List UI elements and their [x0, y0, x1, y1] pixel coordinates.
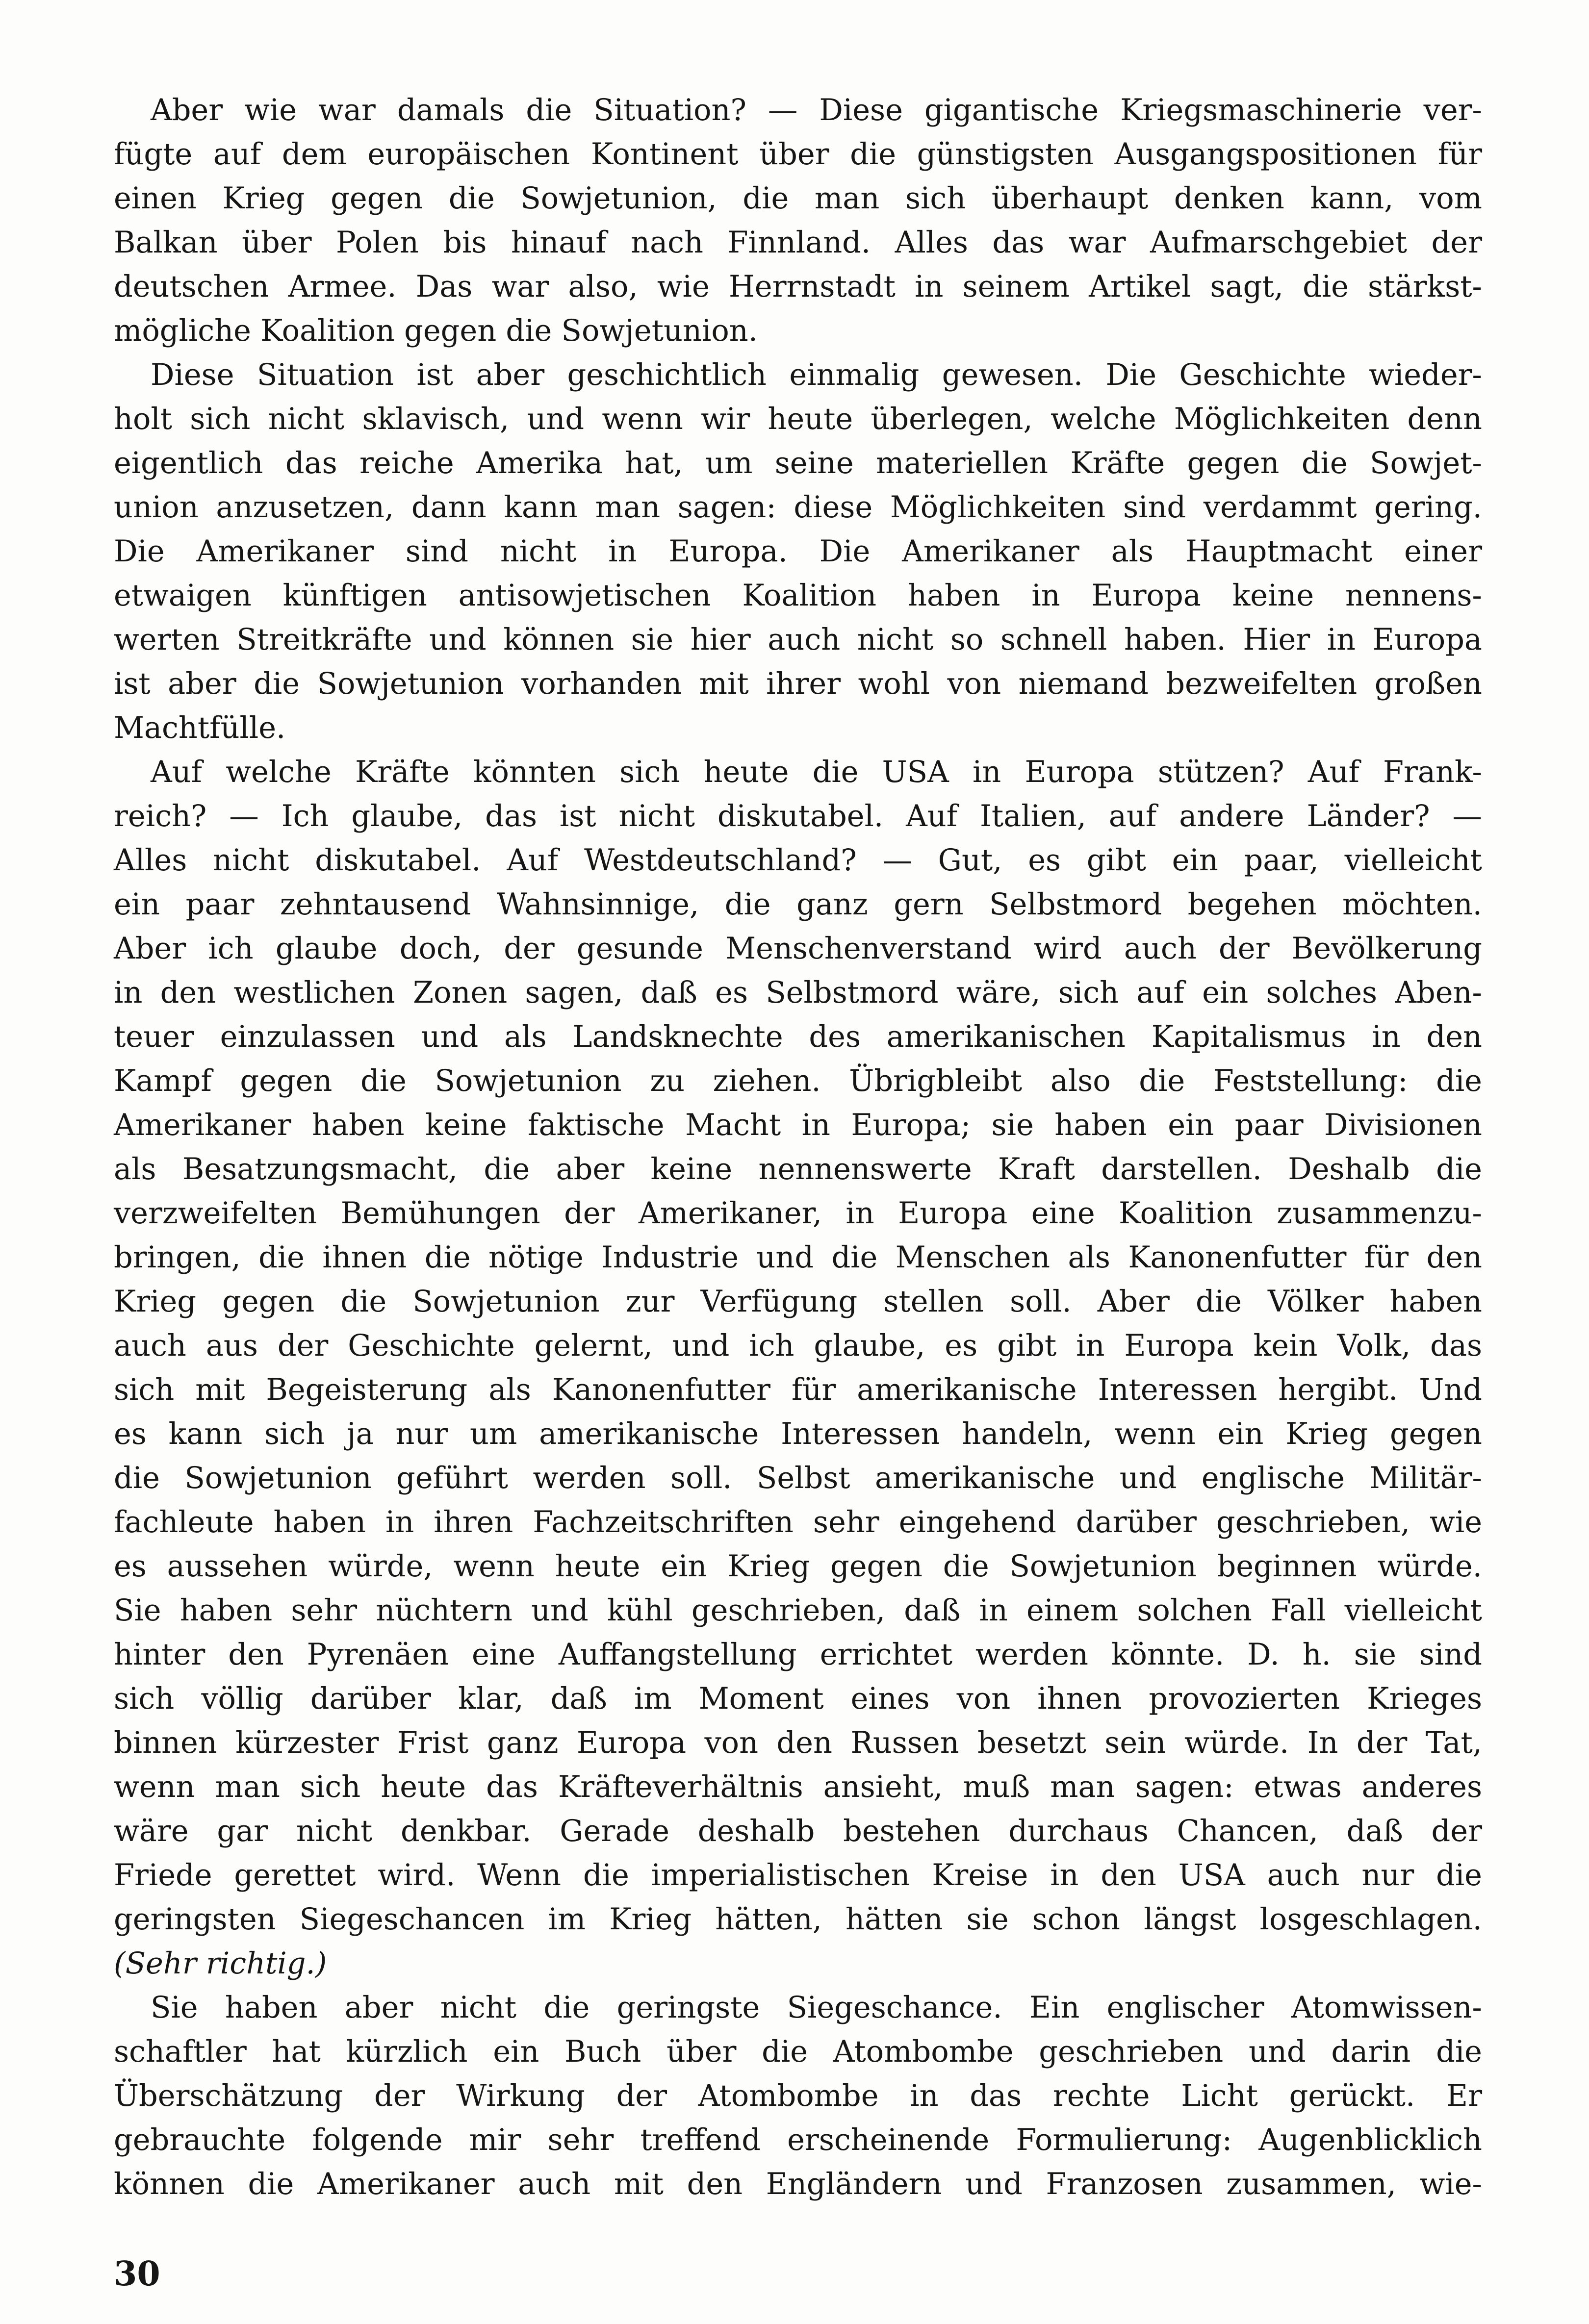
text-line: Krieg gegen die Sowjetunion zur Verfügung stellen soll. Aber die Völker haben — [114, 1285, 1482, 1319]
text-line: auch aus der Geschichte gelernt, und ich glaube, es gibt in Europa kein Volk, das — [114, 1329, 1482, 1363]
text-line: Kampf gegen die Sowjetunion zu ziehen. Übrigbleibt also die Feststellung: die — [114, 1064, 1482, 1098]
text-line: deutschen Armee. Das war also, wie Herrnstadt in seinem Artikel sagt, die stärkst- — [114, 270, 1482, 304]
text-line: Balkan über Polen bis hinauf nach Finnland. Alles das war Aufmarschgebiet der — [114, 226, 1482, 260]
text-line: teuer einzulassen und als Landsknechte des amerikanischen Kapitalismus in den — [114, 1020, 1482, 1054]
text-line: Aber wie war damals die Situation? — Diese gigantische Kriegsmaschinerie ver- — [151, 93, 1482, 127]
text-line: etwaigen künftigen antisowjetischen Koalition haben in Europa keine nennens- — [114, 579, 1482, 613]
text-line: einen Krieg gegen die Sowjetunion, die man sich überhaupt denken kann, vom — [114, 181, 1482, 216]
text-line: Friede gerettet wird. Wenn die imperialistischen Kreise in den USA auch nur die — [114, 1858, 1482, 1893]
text-line: schaftler hat kürzlich ein Buch über die Atombombe geschrieben und darin die — [114, 2035, 1482, 2069]
text-line: Diese Situation ist aber geschichtlich einmalig gewesen. Die Geschichte wieder- — [151, 358, 1482, 392]
text-line: Alles nicht diskutabel. Auf Westdeutschland? — Gut, es gibt ein paar, vielleicht — [114, 843, 1482, 878]
text-line: Die Amerikaner sind nicht in Europa. Die Amerikaner als Hauptmacht einer — [114, 534, 1482, 569]
text-line: wenn man sich heute das Kräfteverhältnis ansieht, muß man sagen: etwas anderes — [114, 1770, 1482, 1804]
text-line: wäre gar nicht denkbar. Gerade deshalb bestehen durchaus Chancen, daß der — [114, 1814, 1482, 1848]
text-line: Überschätzung der Wirkung der Atombombe in das rechte Licht gerückt. Er — [114, 2079, 1482, 2113]
text-line: hinter den Pyrenäen eine Auffangstellung errichtet werden könnte. D. h. sie sind — [114, 1638, 1482, 1672]
text-line: es kann sich ja nur um amerikanische Interessen handeln, wenn ein Krieg gegen — [114, 1417, 1482, 1451]
text-line: mögliche Koalition gegen die Sowjetunion. — [114, 314, 758, 348]
text-line: ein paar zehntausend Wahnsinnige, die ganz gern Selbstmord begehen möchten. — [114, 887, 1482, 922]
text-line: verzweifelten Bemühungen der Amerikaner, in Europa eine Koalition zusammenzu- — [114, 1196, 1482, 1231]
text-line: sich mit Begeisterung als Kanonenfutter für amerikanische Interessen hergibt. Und — [114, 1373, 1482, 1407]
text-line: union anzusetzen, dann kann man sagen: diese Möglichkeiten sind verdammt gering. — [114, 490, 1482, 525]
text-line: Sie haben aber nicht die geringste Siegeschance. Ein englischer Atomwissen- — [151, 1991, 1482, 2025]
text-line: Amerikaner haben keine faktische Macht in Europa; sie haben ein paar Divisionen — [114, 1108, 1482, 1142]
text-line: Auf welche Kräfte könnten sich heute die USA in Europa stützen? Auf Frank- — [151, 755, 1482, 789]
text-line: bringen, die ihnen die nötige Industrie und die Menschen als Kanonenfutter für den — [114, 1240, 1482, 1275]
text-line: die Sowjetunion geführt werden soll. Selbst amerikanische und englische Militär- — [114, 1461, 1482, 1495]
text-line: es aussehen würde, wenn heute ein Krieg gegen die Sowjetunion beginnen würde. — [114, 1549, 1482, 1584]
text-line: fügte auf dem europäischen Kontinent über die günstigsten Ausgangspositionen für — [114, 137, 1482, 172]
body-text — [114, 88, 1482, 2206]
text-line: holt sich nicht sklavisch, und wenn wir heute überlegen, welche Möglichkeiten denn — [114, 402, 1482, 436]
text-line: reich? — Ich glaube, das ist nicht diskutabel. Auf Italien, auf andere Länder? — — [114, 799, 1482, 834]
text-line: geringsten Siegeschancen im Krieg hätten, hätten sie schon längst losgeschlagen. — [114, 1902, 1482, 1937]
text-line: Sie haben sehr nüchtern und kühl geschrieben, daß in einem solchen Fall vielleicht — [114, 1593, 1482, 1628]
text-line: in den westlichen Zonen sagen, daß es Selbstmord wäre, sich auf ein solches Aben- — [114, 976, 1482, 1010]
text-line: werten Streitkräfte und können sie hier auch nicht so schnell haben. Hier in Europa — [114, 623, 1482, 657]
text-line: binnen kürzester Frist ganz Europa von den Russen besetzt sein würde. In der Tat, — [114, 1726, 1482, 1760]
text-line: Aber ich glaube doch, der gesunde Menschenverstand wird auch der Bevölkerung — [114, 932, 1482, 966]
text-line: ist aber die Sowjetunion vorhanden mit ihrer wohl von niemand bezweifelten großen — [114, 667, 1482, 701]
text-line: können die Amerikaner auch mit den Engländern und Franzosen zusammen, wie- — [114, 2167, 1482, 2201]
text-line: sich völlig darüber klar, daß im Moment eines von ihnen provozierten Krieges — [114, 1682, 1482, 1716]
text-line: gebrauchte folgende mir sehr treffend erscheinende Formulierung: Augenblicklich — [114, 2123, 1482, 2157]
text-line: als Besatzungsmacht, die aber keine nennenswerte Kraft darstellen. Deshalb die — [114, 1152, 1482, 1187]
text-line: (Sehr richtig.) — [114, 1946, 327, 1981]
text-line: fachleute haben in ihren Fachzeitschriften sehr eingehend darüber geschrieben, wie — [114, 1505, 1482, 1540]
text-line: Machtfülle. — [114, 711, 286, 745]
text-line: eigentlich das reiche Amerika hat, um seine materiellen Kräfte gegen die Sowjet- — [114, 446, 1482, 480]
page-number: 30 — [114, 2254, 160, 2294]
